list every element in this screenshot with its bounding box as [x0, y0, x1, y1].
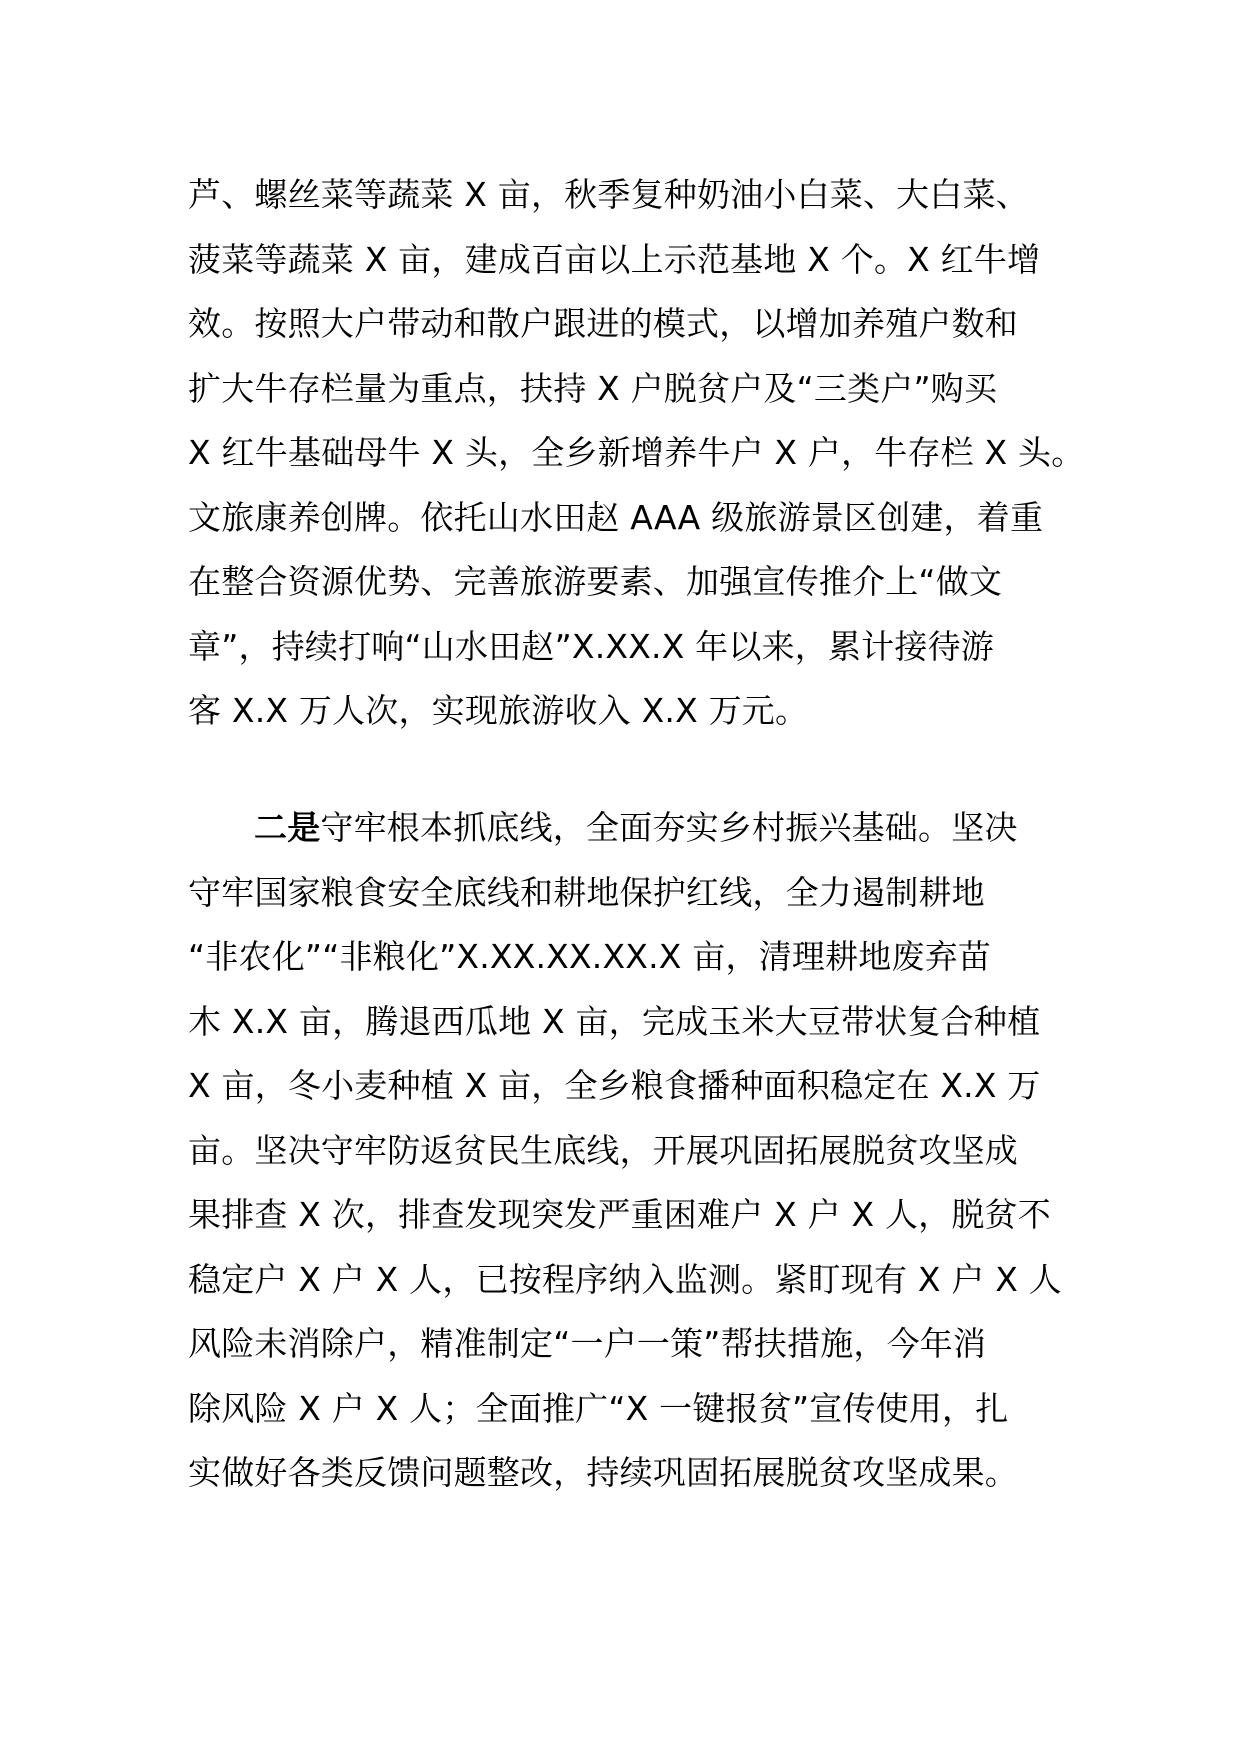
- paragraph-1: [188, 163, 1085, 744]
- paragraph-line: 稳定户 X 户 X 人，已按程序纳入监测。紧盯现有 X 户 X 人: [188, 1259, 1062, 1299]
- paragraph-line: 亩。坚决守牢防返贫民生底线，开展巩固拓展脱贫攻坚成: [188, 1130, 1018, 1170]
- paragraph-line: 在整合资源优势、完善旅游要素、加强宣传推介上“做文: [188, 562, 1003, 601]
- paragraph-line: 章”，持续打响“山水田赵”X.XX.X 年以来，累计接待游: [188, 626, 994, 666]
- paragraph-line: 实做好各类反馈问题整改，持续巩固拓展脱贫攻坚成果。: [188, 1453, 1018, 1492]
- paragraph-line: “非农化”“非粮化”X.XX.XX.XX.X 亩，清理耕地废弃苗: [188, 937, 992, 976]
- paragraph-line: 果排查 X 次，排查发现突发严重困难户 X 户 X 人，脱贫不: [188, 1195, 1051, 1234]
- paragraph-2: [188, 796, 1068, 1506]
- paragraph-line: 木 X.X 亩，腾退西瓜地 X 亩，完成玉米大豆带状复合种植: [188, 1001, 1041, 1041]
- paragraph-line: 客 X.X 万人次，实现旅游收入 X.X 万元。: [188, 691, 809, 730]
- paragraph-first-line: [188, 796, 1068, 861]
- paragraph-lead: 二是: [254, 808, 321, 847]
- paragraph-line: X 红牛基础母牛 X 头，全乡新增养牛户 X 户，牛存栏 X 头。: [188, 433, 1085, 472]
- paragraph-line: 文旅康养创牌。依托山水田赵 AAA 级旅游景区创建，着重: [188, 497, 1044, 537]
- paragraph-line: X 亩，冬小麦种植 X 亩，全乡粮食播种面积稳定在 X.X 万: [188, 1066, 1041, 1105]
- paragraph-line: 扩大牛存栏量为重点，扶持 X 户脱贫户及“三类户”购买: [188, 368, 998, 408]
- paragraph-line: 风险未消除户，精准制定“一户一策”帮扶措施，今年消: [188, 1324, 987, 1363]
- paragraph-line: 效。按照大户带动和散户跟进的模式，以增加养殖户数和: [188, 304, 1018, 343]
- paragraph-line: 芦、螺丝菜等蔬菜 X 亩，秋季复种奶油小白菜、大白菜、: [188, 175, 1029, 214]
- paragraph-line: 除风险 X 户 X 人；全面推广“X 一键报贫”宣传使用，扎: [188, 1388, 1009, 1428]
- paragraph-line: 守牢国家粮食安全底线和耕地保护红线，全力遏制耕地: [188, 872, 985, 912]
- paragraph-first-line-text: 守牢根本抓底线，全面夯实乡村振兴基础。坚决: [320, 808, 1018, 847]
- paragraph-line: 菠菜等蔬菜 X 亩，建成百亩以上示范基地 X 个。X 红牛增: [188, 239, 1041, 279]
